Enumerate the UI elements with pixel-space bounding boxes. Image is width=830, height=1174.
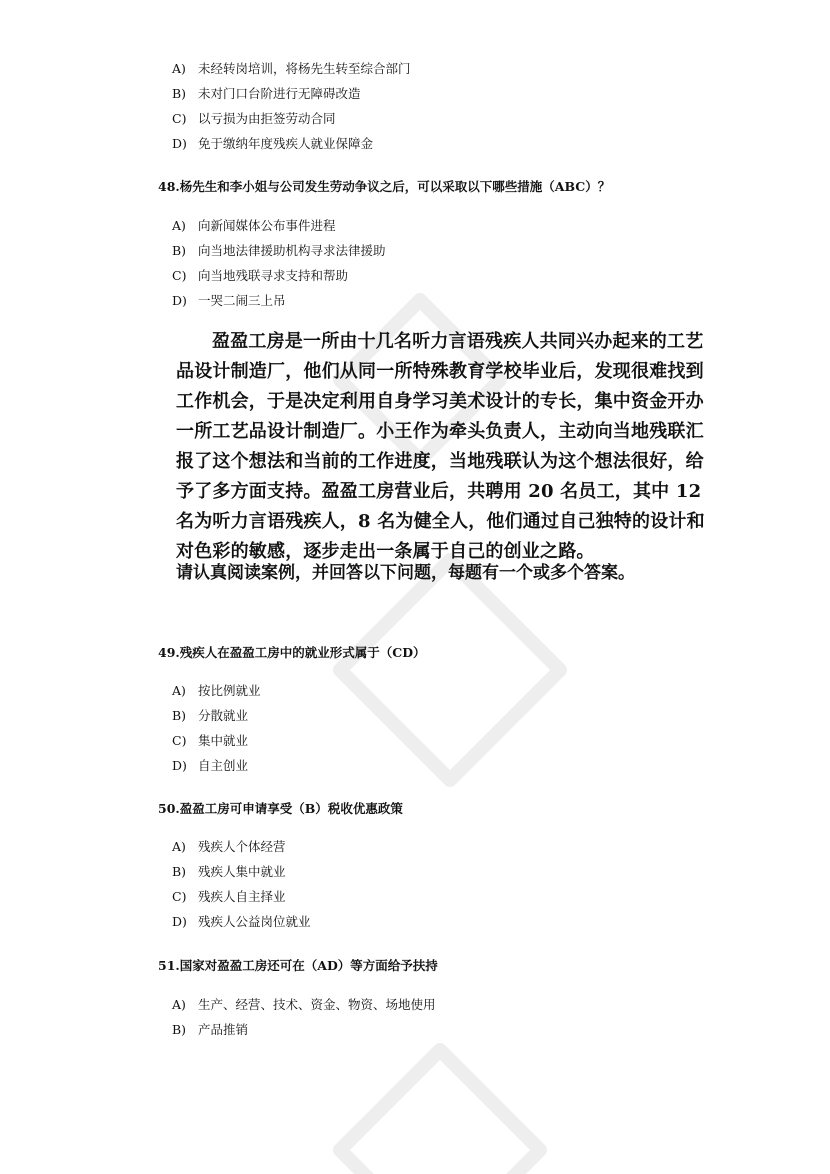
q47-option-a: A) 未经转岗培训，将杨先生转至综合部门 [172,61,411,76]
q47-option-d: D) 免于缴纳年度残疾人就业保障金 [172,136,374,151]
q49-option-c: C) 集中就业 [172,733,249,748]
q50-option-c: C) 残疾人自主择业 [172,889,286,904]
q49-option-d: D) 自主创业 [172,758,249,773]
instruction-text: 请认真阅读案例，并回答以下问题，每题有一个或多个答案。 [176,563,635,583]
q50-option-b: B) 残疾人集中就业 [172,864,286,879]
q51-option-a: A) 生产、经营、技术、资金、物资、场地使用 [172,997,436,1012]
case-study-paragraph: 盈盈工房是一所由十几名听力言语残疾人共同兴办起来的工艺品设计制造厂，他们从同一所特殊教育学校毕业后，发现很难找到工作机会，于是决定利用自身学习美术设计的专长，集中资金开办一所工艺品设计制造厂。小王作为牵头负责人，主动向当地残联汇报了这个想法和当前的工作进度，当地残联认为这个想法很好，给予了多方面支持。盈盈工房营业后，共聘用 20 名员工，其中 12 名为听力言语残疾人，8 名为健全人，他们通过自己独特的设计和对色彩的敏感，逐步走出一条属于自己的创业之路。 [176,331,705,562]
watermark-diamond-bottom [340,1050,540,1174]
q49-option-a: A) 按比例就业 [172,683,261,698]
q49-question: 49.残疾人在盈盈工房中的就业形式属于（CD） [158,645,426,660]
watermark-diamond-middle [340,560,560,780]
q50-option-d: D) 残疾人公益岗位就业 [172,914,311,929]
q50-question: 50.盈盈工房可申请享受（B）税收优惠政策 [158,801,403,816]
q51-option-b: B) 产品推销 [172,1022,249,1037]
q49-option-b: B) 分散就业 [172,708,249,723]
q48-option-c: C) 向当地残联寻求支持和帮助 [172,268,349,283]
q48-option-d: D) 一哭二闹三上吊 [172,293,286,308]
q48-option-b: B) 向当地法律援助机构寻求法律援助 [172,243,386,258]
q48-option-a: A) 向新闻媒体公布事件进程 [172,218,336,233]
q47-option-b: B) 未对门口台阶进行无障碍改造 [172,86,361,101]
q50-option-a: A) 残疾人个体经营 [172,839,286,854]
q51-question: 51.国家对盈盈工房还可在（AD）等方面给予扶持 [158,958,438,973]
q48-question: 48.杨先生和李小姐与公司发生劳动争议之后，可以采取以下哪些措施（ABC）？ [158,179,611,194]
q47-option-c: C) 以亏损为由拒签劳动合同 [172,111,336,126]
